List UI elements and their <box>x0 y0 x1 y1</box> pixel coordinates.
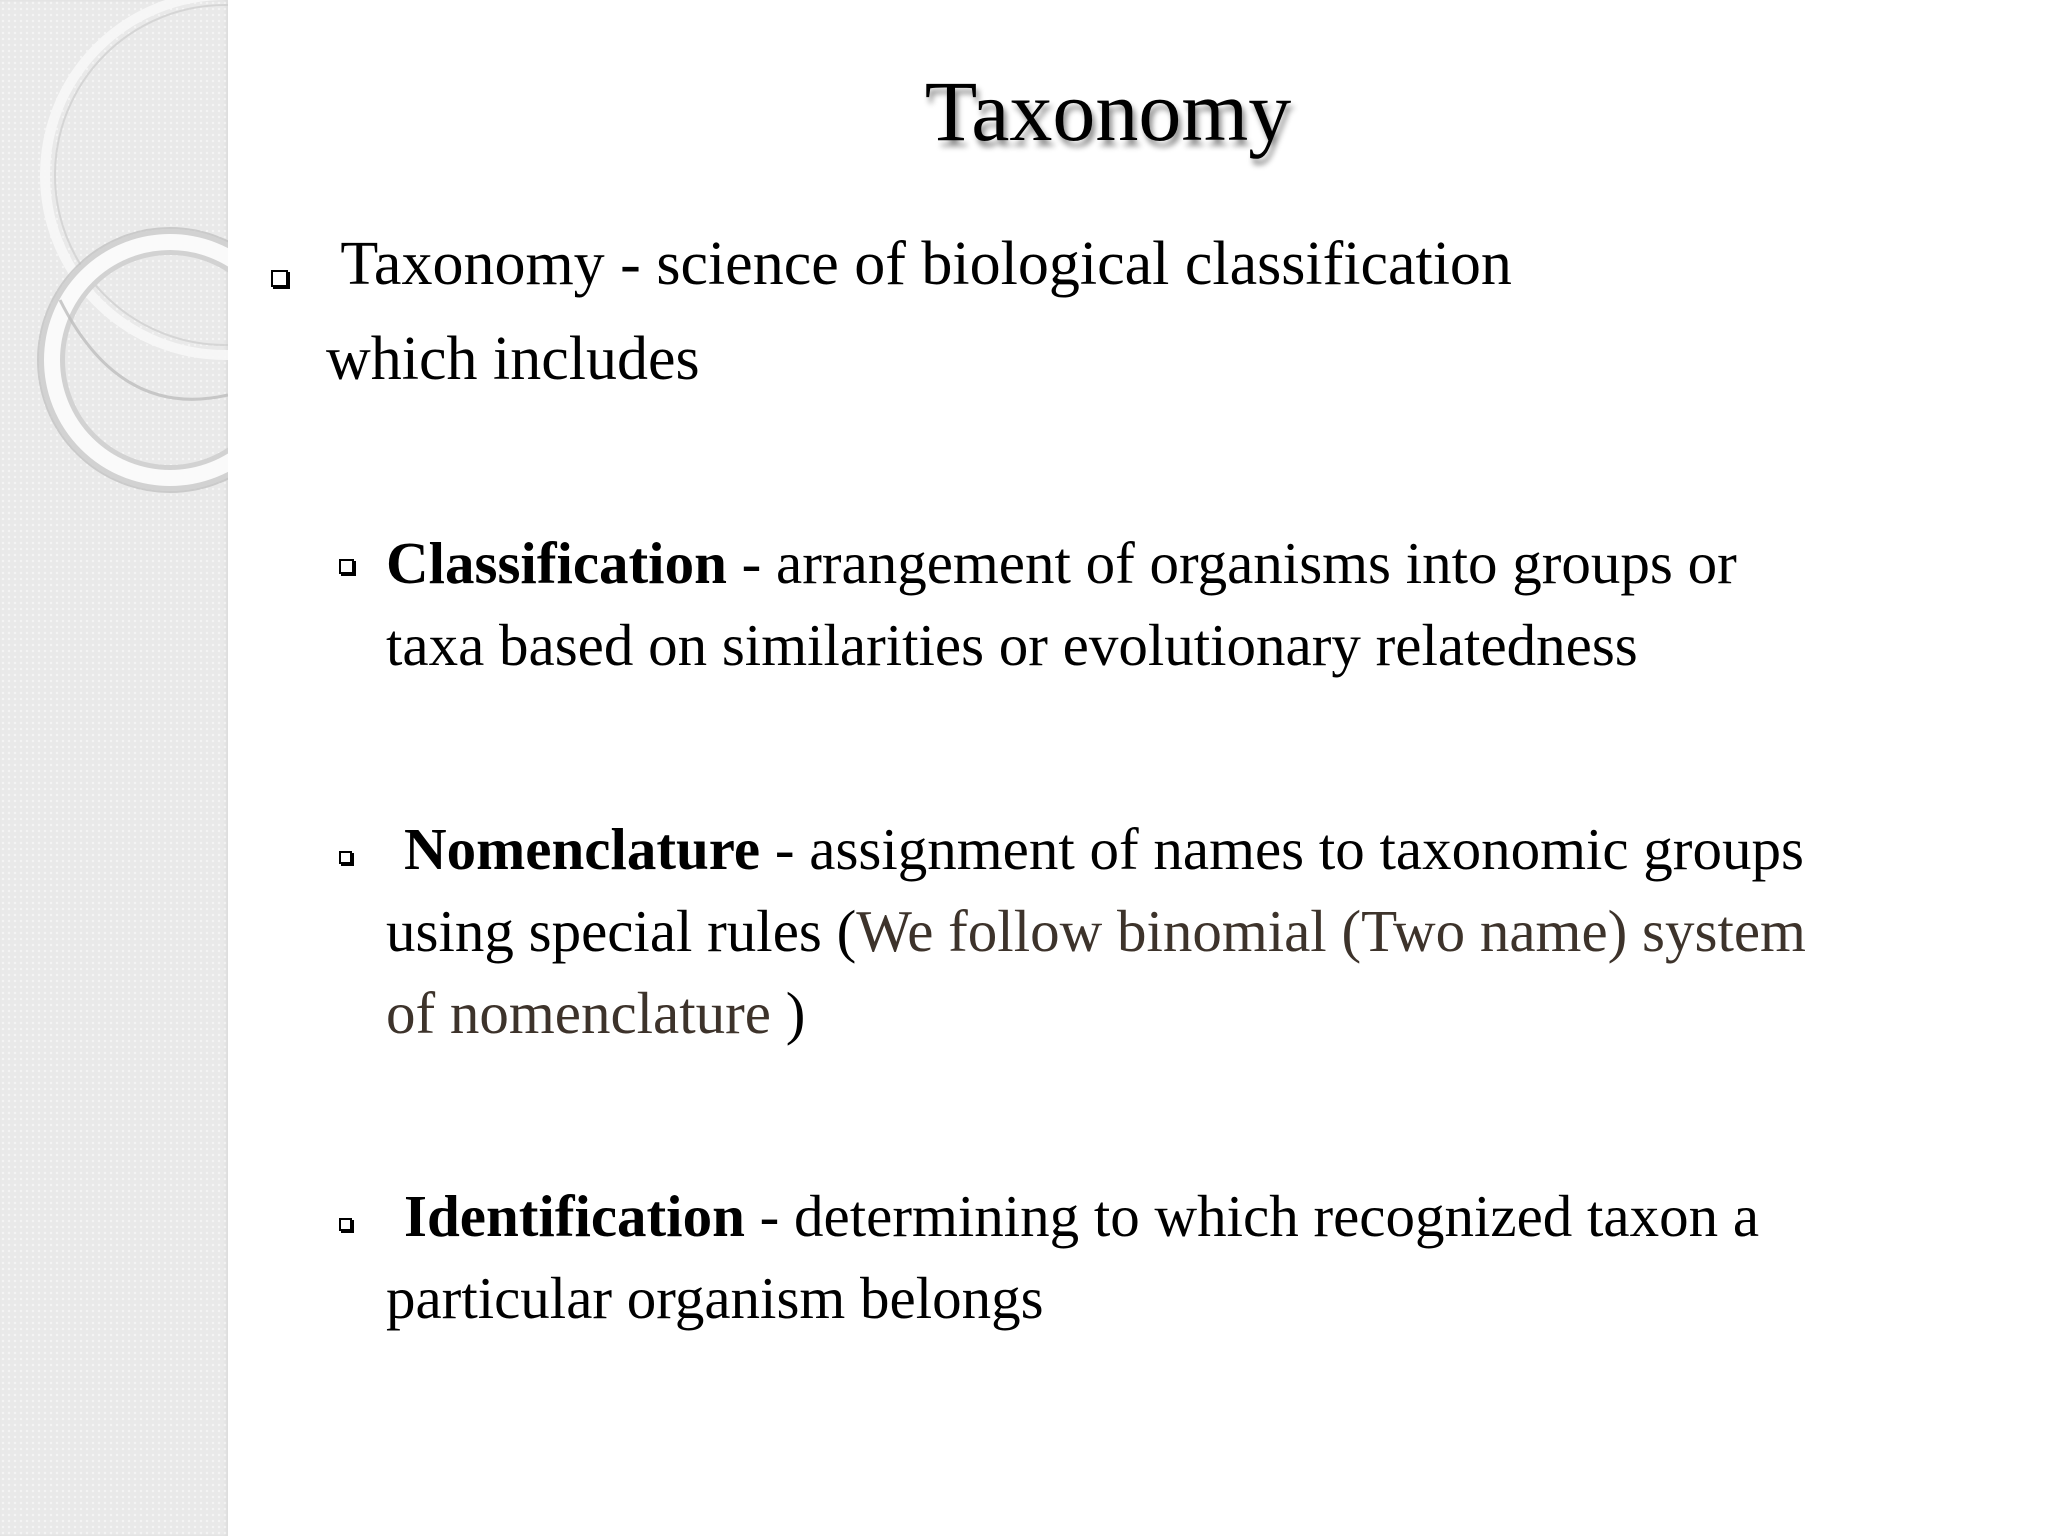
nomenclature-definition: - assignment of names to taxonomic groups <box>760 816 1804 882</box>
main-bullet-marker <box>271 270 288 287</box>
decorative-side-panel <box>0 0 228 1536</box>
decorative-rings <box>0 0 228 1536</box>
main-bullet <box>326 217 2026 407</box>
identification-item <box>386 1175 2036 1339</box>
slide-title: Taxonomy <box>924 63 1292 159</box>
nomenclature-definition-cont: using special rules ( <box>386 898 857 964</box>
classification-term: Classification <box>386 530 727 596</box>
nomenclature-close-paren: ) <box>770 980 806 1046</box>
identification-definition: - determining to which recognized taxon a <box>744 1183 1760 1249</box>
classification-item <box>386 522 2036 686</box>
nomenclature-item <box>386 808 2036 1054</box>
nomenclature-bullet-marker <box>339 851 352 864</box>
classification-bullet-marker <box>339 559 354 574</box>
nomenclature-note: We follow binomial (Two name) system <box>856 898 1806 964</box>
classification-definition-cont: taxa based on similarities or evolutionary relatedness <box>386 612 1638 678</box>
identification-term: Identification <box>404 1183 745 1249</box>
identification-bullet-marker <box>339 1218 352 1231</box>
nomenclature-note-cont: of nomenclature <box>386 980 771 1046</box>
classification-definition: - arrangement of organisms into groups or <box>726 530 1737 596</box>
main-bullet-line1: Taxonomy - science of biological classification <box>326 230 1512 298</box>
identification-definition-cont: particular organism belongs <box>386 1265 1044 1331</box>
nomenclature-term: Nomenclature <box>404 816 761 882</box>
main-bullet-line2: which includes <box>326 325 700 393</box>
